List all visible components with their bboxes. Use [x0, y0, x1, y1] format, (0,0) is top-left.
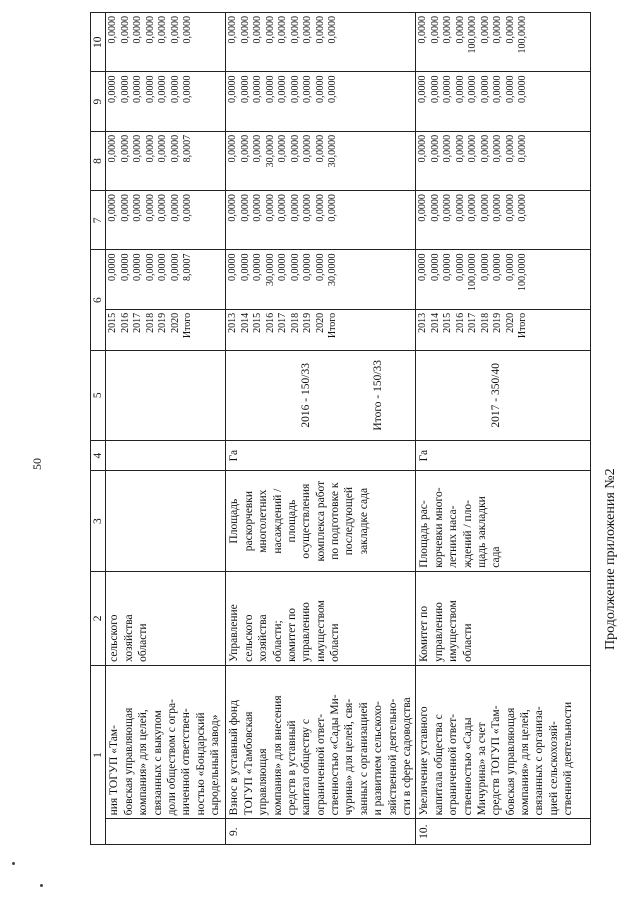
- col-8-values: 0,0000 0,0000 0,0000 30,0000 0,0000 0,0000 0,0000 0,0000 30,0000: [226, 131, 416, 190]
- header-col-10: 10: [91, 13, 106, 72]
- years: 2015 2016 2017 2018 2019 2020 Итого: [106, 309, 226, 350]
- col-10-values: 0,0000 0,0000 0,0000 0,0000 0,0000 0,0000 0,0000 0,0000 0,0000: [226, 13, 416, 72]
- years: 2013 2014 2015 2016 2017 2018 2019 2020 Итого: [416, 309, 591, 350]
- row-number: 10.: [416, 819, 591, 845]
- program-table: [90, 12, 575, 845]
- years: 2013 2014 2015 2016 2017 2018 2019 2020 Итого: [226, 309, 416, 350]
- executor: Комитет по управлению имуществом области: [416, 571, 591, 665]
- indicator-value: 2016 - 150/33 Итого - 150/33: [226, 350, 416, 440]
- scan-speck: [40, 884, 43, 887]
- appendix-label: Продолжение приложения №2: [603, 468, 618, 650]
- col-6-values: 0,0000 0,0000 0,0000 0,0000 100,0000 0,0000 0,0000 0,0000 100,0000: [416, 250, 591, 309]
- measure-name: ния ТОГУП «Там- бовская управляющая компания» для целей, связанных с выкупом доли обществом с огра- ниченной ответствен- ностью «Бондарский сыродельный завод»: [106, 665, 226, 819]
- col-10-values: 0,0000 0,0000 0,0000 0,0000 0,0000 0,0000 0,0000: [106, 13, 226, 72]
- col-9-values: 0,0000 0,0000 0,0000 0,0000 0,0000 0,0000 0,0000 0,0000 0,0000: [416, 72, 591, 131]
- table-row: [106, 13, 226, 845]
- indicator: Площадь раскорчевки многолетних насаждений / площадь осуществления комплекса работ по подготовке к последующей закладке сада: [226, 471, 416, 571]
- col-7-values: 0,0000 0,0000 0,0000 0,0000 0,0000 0,0000 0,0000 0,0000 0,0000: [226, 191, 416, 250]
- header-col-9: 9: [91, 72, 106, 131]
- unit: Га: [416, 440, 591, 471]
- header-col-1: 1: [91, 665, 106, 844]
- table-row: [416, 13, 591, 845]
- col-7-values: 0,0000 0,0000 0,0000 0,0000 0,0000 0,0000 0,0000 0,0000 0,0000: [416, 191, 591, 250]
- unit: [106, 440, 226, 471]
- table-header-row: [91, 13, 106, 845]
- col-6-values: 0,0000 0,0000 0,0000 0,0000 0,0000 0,0000 8,0007: [106, 250, 226, 309]
- scan-speck: [12, 862, 15, 865]
- col-9-values: 0,0000 0,0000 0,0000 0,0000 0,0000 0,0000 0,0000 0,0000 0,0000: [226, 72, 416, 131]
- executor: Управление сельского хозяйства области; комитет по управлению имуществом области: [226, 571, 416, 665]
- indicator-value: [106, 350, 226, 440]
- header-col-6: 6: [91, 250, 106, 350]
- row-number: 9.: [226, 819, 416, 845]
- indicator: [106, 471, 226, 571]
- header-col-3: 3: [91, 471, 106, 571]
- measure-name: Взнос в уставный фонд ТОГУП «Тамбовская управляющая компания» для внесения средств в уставный капитал обществу с ограниченной ответ- ственностью «Сады Ми- чурина» для целей, свя- занных с организацией и развитием сельскохо- зяйственной деятельно- сти в сфере садоводства: [226, 665, 416, 819]
- page-number: 50: [30, 458, 44, 470]
- col-7-values: 0,0000 0,0000 0,0000 0,0000 0,0000 0,0000 0,0000: [106, 191, 226, 250]
- indicator-value: 2017 - 350/40: [416, 350, 591, 440]
- header-col-2: 2: [91, 571, 106, 665]
- row-number: [106, 819, 226, 845]
- col-8-values: 0,0000 0,0000 0,0000 0,0000 0,0000 0,0000 8,0007: [106, 131, 226, 190]
- measure-name: Увеличение уставного капитала общества с ограниченной ответ- ственностью «Сады Мичурина» за счет средств ТОГУП «Там- бовская управляющая компания» для целей, связанных с организа- цией сельскохозяй- ственной деятельности: [416, 665, 591, 819]
- header-col-8: 8: [91, 131, 106, 190]
- col-8-values: 0,0000 0,0000 0,0000 0,0000 0,0000 0,0000 0,0000 0,0000 0,0000: [416, 131, 591, 190]
- header-col-4: 4: [91, 440, 106, 471]
- header-col-7: 7: [91, 191, 106, 250]
- col-6-values: 0,0000 0,0000 0,0000 30,0000 0,0000 0,0000 0,0000 0,0000 30,0000: [226, 250, 416, 309]
- executor: сельского хозяйства области: [106, 571, 226, 665]
- unit: Га: [226, 440, 416, 471]
- col-10-values: 0,0000 0,0000 0,0000 0,0000 100,0000 0,0000 0,0000 0,0000 100,0000: [416, 13, 591, 72]
- table-row: [226, 13, 416, 845]
- indicator: Площадь рас- корчевки много- летних наса- ждений / пло- щадь закладки сада: [416, 471, 591, 571]
- col-9-values: 0,0000 0,0000 0,0000 0,0000 0,0000 0,0000 0,0000: [106, 72, 226, 131]
- header-col-5: 5: [91, 350, 106, 440]
